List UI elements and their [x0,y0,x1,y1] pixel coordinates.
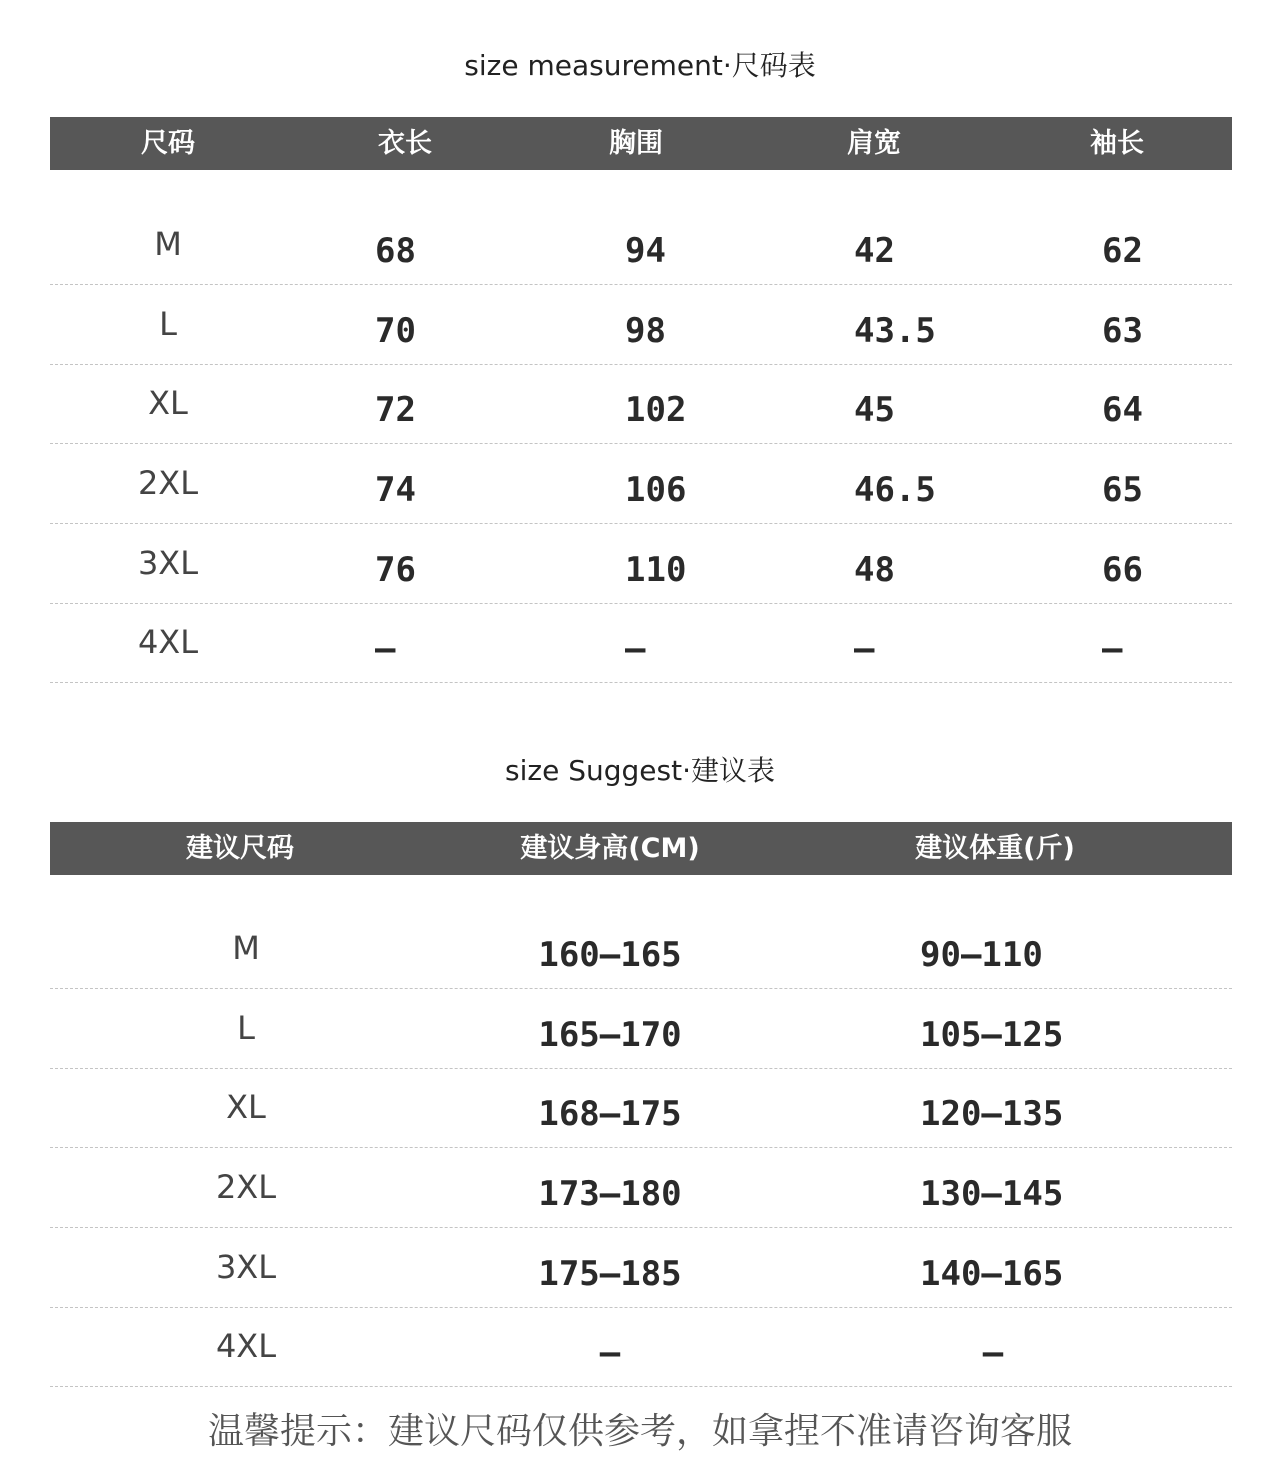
height-range: 173—180 [538,1174,682,1214]
table-row [50,989,1232,1069]
header-chest: 胸围 [609,128,663,159]
header-suggest-weight: 建议体重(斤) [915,833,1075,864]
table-row [50,444,1232,524]
header-suggest-size: 建议尺码 [186,833,294,864]
shoulder-value: 48 [854,550,895,590]
table-row [50,1307,1232,1387]
shoulder-value: 42 [854,231,895,271]
row-divider [50,682,1232,683]
table-row [50,205,1232,285]
table-row [50,524,1232,604]
chest-value: 106 [625,470,687,510]
shoulder-value: 45 [854,390,895,430]
height-range: 165—170 [538,1015,682,1055]
weight-range: 130—145 [920,1174,1064,1214]
chest-value: 94 [625,231,666,271]
header-length: 衣长 [378,128,432,159]
measurement-title: size measurement·尺码表 [464,49,816,82]
shoulder-value: 43.5 [854,311,936,351]
sleeve-value: 64 [1102,390,1143,430]
header-sleeve: 袖长 [1090,128,1144,159]
size-label: 4XL [137,623,199,661]
weight-range: 120—135 [920,1094,1064,1134]
table-row [50,603,1232,683]
length-value: 68 [375,231,416,271]
header-suggest-height: 建议身高(CM) [520,833,700,864]
chest-value: 98 [625,311,666,351]
sleeve-value: 65 [1102,470,1143,510]
weight-range: — [982,1333,1004,1373]
chest-value: 110 [625,550,687,590]
table-row [50,909,1232,989]
header-size: 尺码 [141,128,195,159]
size-label: 2XL [215,1168,277,1206]
size-label: XL [226,1088,266,1126]
size-label: M [154,225,182,263]
weight-range: 90—110 [920,935,1043,975]
length-value: 72 [375,390,416,430]
length-value: 76 [375,550,416,590]
height-range: 175—185 [538,1254,682,1294]
tip-note: 温馨提示：建议尺码仅供参考，如拿捏不准请咨询客服 [207,1411,1072,1452]
chest-value: — [625,629,646,669]
table-row [50,285,1232,365]
size-label: 3XL [215,1248,277,1286]
suggest-header [50,822,1232,875]
size-label: 2XL [137,464,199,502]
size-label: 3XL [137,544,199,582]
suggest-title: size Suggest·建议表 [505,754,775,787]
sleeve-value: 62 [1102,231,1143,271]
weight-range: 105—125 [920,1015,1064,1055]
length-value: 70 [375,311,416,351]
table-row [50,1228,1232,1308]
height-range: 160—165 [538,935,682,975]
chest-value: 102 [625,390,687,430]
size-label: M [232,929,260,967]
row-divider [50,1386,1232,1387]
size-label: XL [148,384,188,422]
sleeve-value: — [1102,629,1123,669]
sleeve-value: 63 [1102,311,1143,351]
length-value: — [375,629,396,669]
measurement-header [50,117,1232,170]
height-range: — [599,1333,621,1373]
table-row [50,364,1232,444]
table-row [50,1148,1232,1228]
size-label: 4XL [215,1327,277,1365]
size-label: L [237,1009,255,1047]
length-value: 74 [375,470,416,510]
header-shoulder: 肩宽 [847,128,901,159]
weight-range: 140—165 [920,1254,1064,1294]
table-row [50,1068,1232,1148]
shoulder-value: — [854,629,875,669]
height-range: 168—175 [538,1094,682,1134]
size-label: L [159,305,177,343]
sleeve-value: 66 [1102,550,1143,590]
shoulder-value: 46.5 [854,470,936,510]
